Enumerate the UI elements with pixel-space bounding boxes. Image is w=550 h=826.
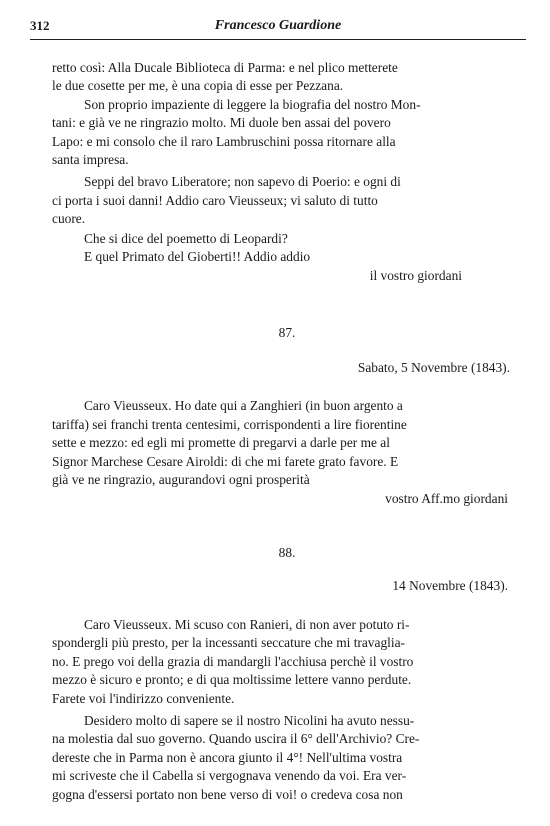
text-line: Caro Vieusseux. Ho date qui a Zanghieri (in buon argento a — [84, 398, 403, 413]
text-line: Son proprio impaziente di leggere la biografia del nostro Mon- — [84, 97, 421, 112]
text-line: 87. — [278, 325, 296, 340]
page-header — [30, 18, 526, 38]
text-line: Farete voi l'indirizzo conveniente. — [52, 691, 235, 706]
text-line: mi scriveste che il Cabella si vergognava venendo da voi. Era ver- — [52, 768, 407, 783]
text-line: tariffa) sei franchi trenta centesimi, corrispondenti a lire fiorentine — [52, 417, 407, 432]
text-line: spondergli più presto, per la incessanti seccature che mi travaglia- — [52, 635, 405, 650]
text-line: già ve ne ringrazio, augurandovi ogni prosperità — [52, 472, 310, 487]
text-line: no. E prego voi della grazia di mandargli l'acchiusa perchè il vostro — [52, 654, 414, 669]
running-title: Francesco Guardione — [214, 18, 342, 33]
text-line: tani: e già ve ne ringrazio molto. Mi duole ben assai del povero — [52, 115, 391, 130]
text-line: 88. — [278, 545, 296, 560]
text-line: retto così: Alla Ducale Biblioteca di Parma: e nel plico metterete — [52, 60, 398, 75]
text-line: cuore. — [52, 211, 86, 226]
text-line: na molestia dal suo governo. Quando uscira il 6° dell'Archivio? Cre- — [52, 731, 420, 746]
text-line: vostro Aff.mo giordani — [385, 491, 508, 506]
text-line: sette e mezzo: ed egli mi promette di pregarvi a darle per me al — [52, 435, 390, 450]
text-line: santa impresa. — [52, 152, 129, 167]
text-line: Seppi del bravo Liberatore; non sapevo di Poerio: e ogni di — [84, 174, 401, 189]
text-line: gogna d'essersi portato non bene verso di voi! o credeva cosa non — [52, 787, 403, 802]
text-line: Lapo: e mi consolo che il raro Lambruschini possa ritornare alla — [52, 134, 396, 149]
text-line: le due cosette per me, è una copia di esse per Pezzana. — [52, 78, 344, 93]
text-line: dereste che in Parma non è ancora giunto il 4°! Nell'ultima vostra — [52, 750, 403, 765]
header-rule — [30, 39, 526, 40]
page-number: 312 — [30, 18, 50, 33]
text-line: Sabato, 5 Novembre (1843). — [357, 360, 510, 375]
text-line: Che si dice del poemetto di Leopardi? — [84, 231, 288, 246]
text-line: Desidero molto di sapere se il nostro Nicolini ha avuto nessu- — [84, 713, 415, 728]
text-line: il vostro giordani — [369, 268, 462, 283]
text-line: E quel Primato del Gioberti!! Addio addio — [84, 249, 311, 264]
text-line: Caro Vieusseux. Mi scuso con Ranieri, di non aver potuto ri- — [84, 617, 410, 632]
text-line: ci porta i suoi danni! Addio caro Vieusseux; vi saluto di tutto — [52, 193, 378, 208]
text-line: Signor Marchese Cesare Airoldi: di che mi farete grato favore. E — [52, 454, 399, 469]
text-line: mezzo è sicuro e pronto; e di qua moltissime lettere vanno perdute. — [52, 672, 412, 687]
text-line: 14 Novembre (1843). — [392, 578, 508, 593]
